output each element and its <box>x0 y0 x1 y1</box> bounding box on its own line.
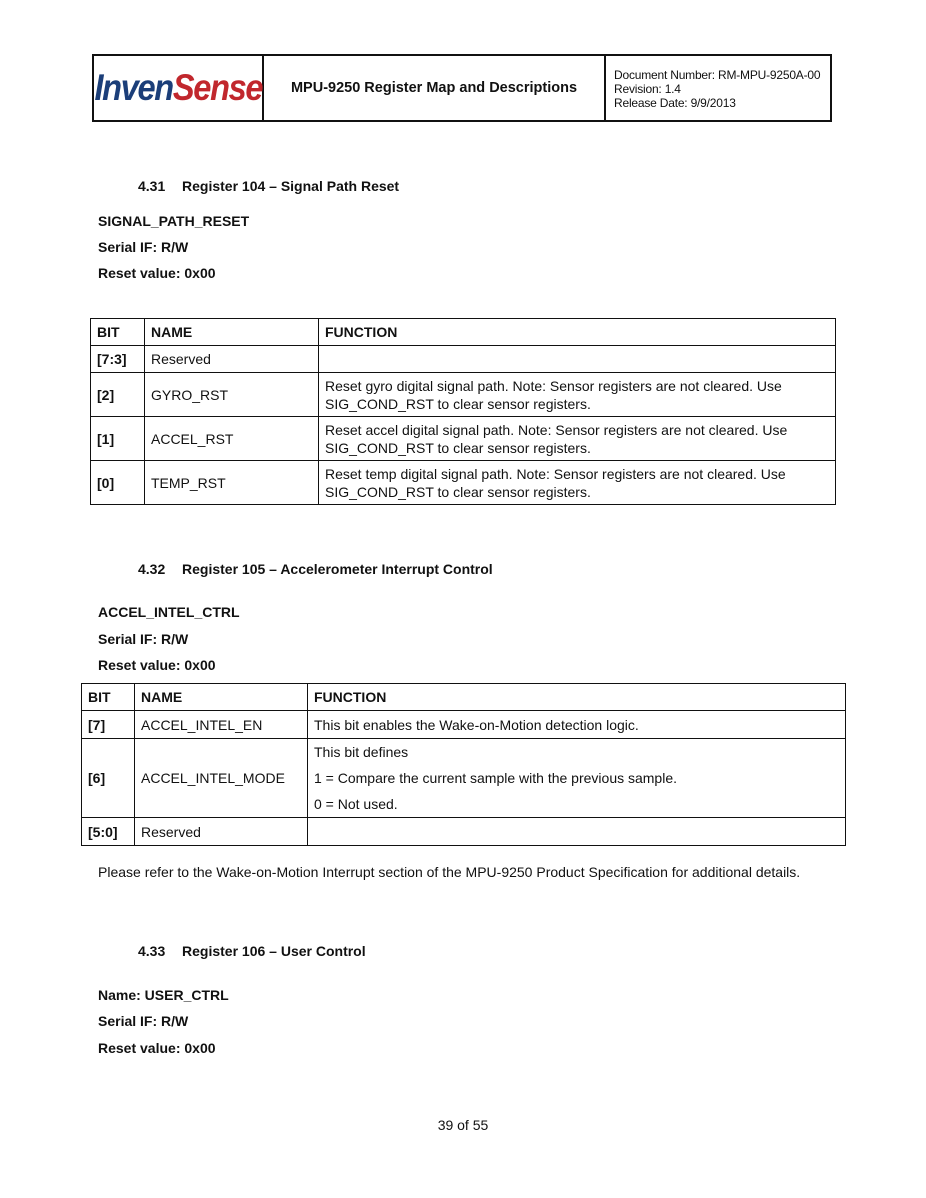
invensense-logo <box>94 67 262 109</box>
section-title: Register 106 – User Control <box>182 943 366 959</box>
table-row <box>91 461 836 505</box>
table-header-row <box>91 319 836 346</box>
register-table-104 <box>90 318 836 505</box>
logo-inven: Inven <box>94 67 173 108</box>
cell-function <box>319 346 836 373</box>
document-title: MPU-9250 Register Map and Descriptions <box>264 56 606 120</box>
cell-function <box>308 739 846 818</box>
table-row <box>91 417 836 461</box>
cell-bit: [7] <box>82 711 135 739</box>
cell-name: ACCEL_INTEL_MODE <box>135 739 308 818</box>
cell-name: TEMP_RST <box>145 461 319 505</box>
cell-bit: [7:3] <box>91 346 145 373</box>
section-heading-4-32 <box>138 561 493 577</box>
serial-if: Serial IF: R/W <box>98 1013 189 1029</box>
table-row <box>82 739 846 818</box>
cell-function: Reset gyro digital signal path. Note: Sensor registers are not cleared. Use SIG_COND_RST to clear sensor registers. <box>319 373 836 417</box>
header-bit: BIT <box>91 319 145 346</box>
release-date: Release Date: 9/9/2013 <box>614 96 736 110</box>
cell-name: Reserved <box>145 346 319 373</box>
revision: Revision: 1.4 <box>614 82 681 96</box>
document-header <box>92 54 832 122</box>
cell-function <box>308 818 846 846</box>
function-line: This bit defines <box>314 744 409 760</box>
cell-name: GYRO_RST <box>145 373 319 417</box>
register-name: Name: USER_CTRL <box>98 987 229 1003</box>
register-name: ACCEL_INTEL_CTRL <box>98 604 240 620</box>
cell-bit: [6] <box>82 739 135 818</box>
section-heading-4-31 <box>138 178 399 194</box>
register-name: SIGNAL_PATH_RESET <box>98 213 250 229</box>
function-line: 1 = Compare the current sample with the previous sample. <box>314 770 678 786</box>
section-number: 4.33 <box>138 943 166 959</box>
cell-bit: [5:0] <box>82 818 135 846</box>
cell-function: Reset accel digital signal path. Note: Sensor registers are not cleared. Use SIG_COND_RST to clear sensor registers. <box>319 417 836 461</box>
document-number: Document Number: RM-MPU-9250A-00 <box>614 68 821 82</box>
reset-value: Reset value: 0x00 <box>98 657 216 673</box>
header-function: FUNCTION <box>308 684 846 711</box>
cell-name: ACCEL_INTEL_EN <box>135 711 308 739</box>
reset-value: Reset value: 0x00 <box>98 265 216 281</box>
header-bit: BIT <box>82 684 135 711</box>
register-table-105 <box>81 683 846 846</box>
reset-value: Reset value: 0x00 <box>98 1040 216 1056</box>
table-row <box>91 346 836 373</box>
table-row <box>82 818 846 846</box>
section-number: 4.32 <box>138 561 166 577</box>
header-name: NAME <box>145 319 319 346</box>
cell-bit: [1] <box>91 417 145 461</box>
cell-function <box>308 711 846 739</box>
logo-cell <box>94 56 264 120</box>
function-line: This bit enables the Wake-on-Motion detection logic. <box>314 716 639 733</box>
cell-bit: [2] <box>91 373 145 417</box>
table-row <box>91 373 836 417</box>
section-heading-4-33 <box>138 943 366 959</box>
logo-sense: Sense <box>172 67 262 108</box>
document-meta <box>606 56 830 120</box>
section-title: Register 105 – Accelerometer Interrupt Control <box>182 561 493 577</box>
section-title: Register 104 – Signal Path Reset <box>182 178 400 194</box>
table-row <box>82 711 846 739</box>
serial-if: Serial IF: R/W <box>98 631 189 647</box>
cell-name: ACCEL_RST <box>145 417 319 461</box>
page-number: 39 of 55 <box>437 1117 489 1133</box>
cell-bit: [0] <box>91 461 145 505</box>
table-header-row <box>82 684 846 711</box>
cell-name: Reserved <box>135 818 308 846</box>
function-line: 0 = Not used. <box>314 796 398 812</box>
section-number: 4.31 <box>138 178 166 194</box>
header-name: NAME <box>135 684 308 711</box>
serial-if: Serial IF: R/W <box>98 239 189 255</box>
reference-note: Please refer to the Wake-on-Motion Interrupt section of the MPU-9250 Product Specification for additional details. <box>98 864 801 880</box>
header-function: FUNCTION <box>319 319 836 346</box>
cell-function: Reset temp digital signal path. Note: Sensor registers are not cleared. Use SIG_COND_RST to clear sensor registers. <box>319 461 836 505</box>
